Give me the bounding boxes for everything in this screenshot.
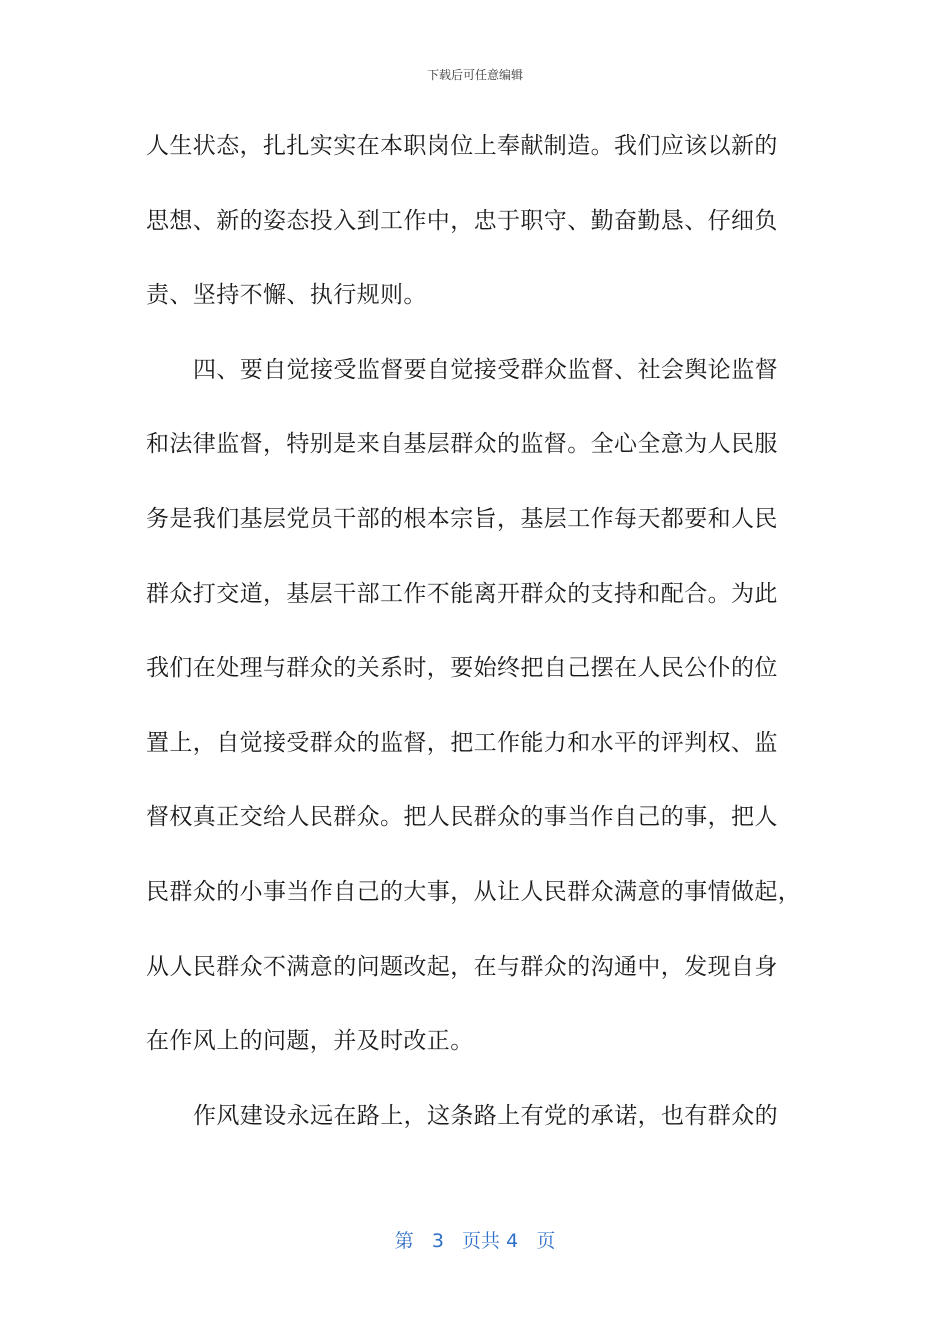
page-number-footer <box>0 1226 950 1253</box>
body-line: 和法律监督，特别是来自基层群众的监督。全心全意为人民服 <box>146 431 778 458</box>
total-pages-number: 4 <box>506 1230 519 1252</box>
page-prefix: 第 <box>394 1230 414 1252</box>
body-line: 人生状态，扎扎实实在本职岗位上奉献制造。我们应该以新的 <box>146 133 778 159</box>
body-line: 置上，自觉接受群众的监督，把工作能力和水平的评判权、监 <box>146 729 778 756</box>
current-page-number: 3 <box>431 1230 444 1252</box>
body-line: 我们在处理与群众的关系时，要始终把自己摆在人民公仆的位 <box>146 655 778 682</box>
page-middle-text: 页共 <box>462 1230 501 1252</box>
paragraph-start-line: 四、要自觉接受监督要自觉接受群众监督、社会舆论监督 <box>193 356 778 383</box>
page-suffix: 页 <box>536 1230 556 1252</box>
download-editable-note: 下载后可任意编辑 <box>426 68 523 82</box>
paragraph-start-line: 作风建设永远在路上，这条路上有党的承诺，也有群众的 <box>193 1102 778 1129</box>
body-line: 责、坚持不懈、执行规则。 <box>146 282 427 309</box>
body-line: 督权真正交给人民群众。把人民群众的事当作自己的事，把人 <box>146 804 778 831</box>
document-body <box>146 124 808 1168</box>
body-line: 务是我们基层党员干部的根本宗旨，基层工作每天都要和人民 <box>146 505 778 532</box>
body-line: 民群众的小事当作自己的大事，从让人民群众满意的事情做起， <box>146 878 802 905</box>
body-line: 从人民群众不满意的问题改起，在与群众的沟通中，发现自身 <box>146 953 778 980</box>
body-line: 群众打交道，基层干部工作不能离开群众的支持和配合。为此 <box>146 580 778 607</box>
body-line: 思想、新的姿态投入到工作中，忠于职守、勤奋勤恳、仔细负 <box>146 207 778 234</box>
body-line: 在作风上的问题，并及时改正。 <box>146 1028 474 1055</box>
